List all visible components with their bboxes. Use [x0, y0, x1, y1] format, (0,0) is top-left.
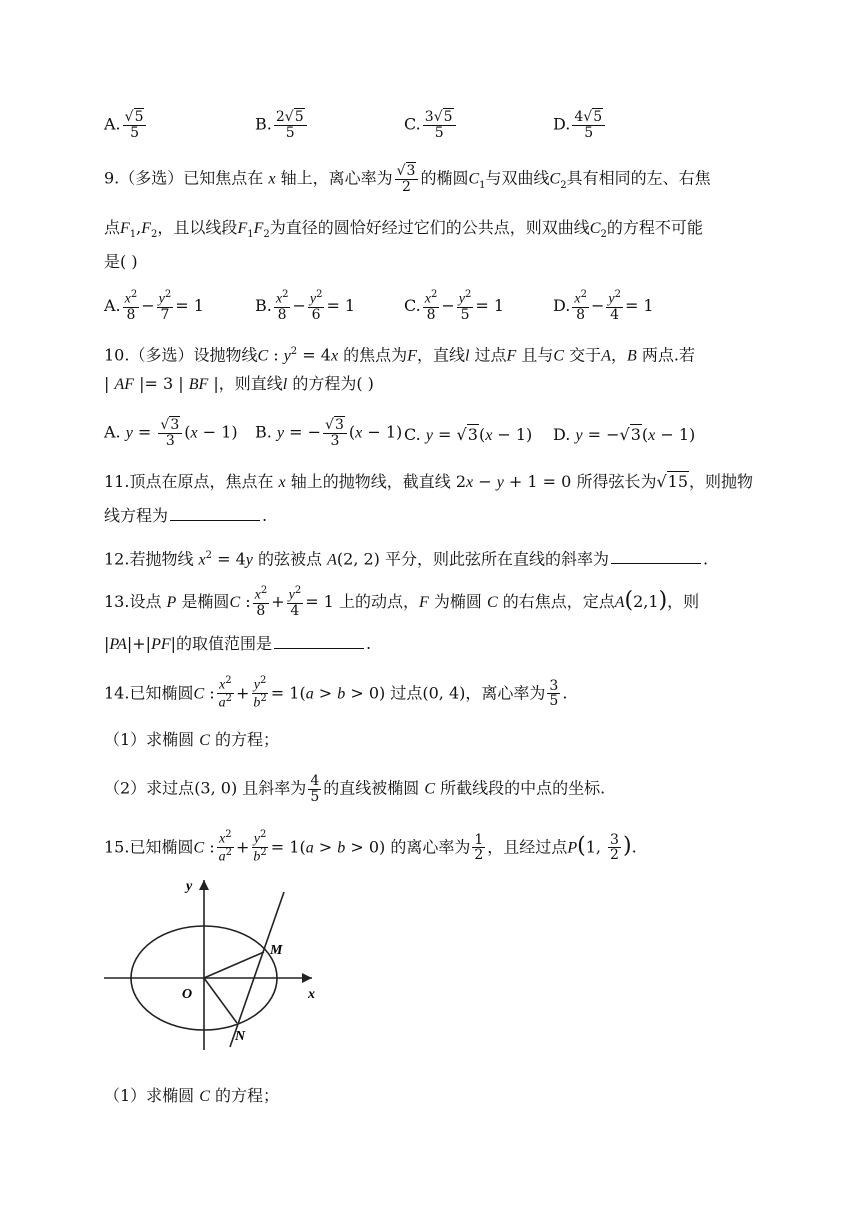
ellipse-figure: [100, 872, 330, 1052]
q10-option-a: A. y = $\frac{√3}{3}$ (x − 1): [104, 417, 238, 449]
q9-option-b: B. $\frac{x^2}{8}$ − $\frac{y^2}{6}$ = 1: [255, 289, 356, 324]
q11-line1: 11.顶点在原点，焦点在 x 轴上的抛物线，截直线 2x − y + 1 = 0 所得弦长为√15，则抛物: [104, 472, 754, 491]
q14-line1: 14.已知椭圆C : $\frac{x^2}{a^2}$ + $\frac{y^2}{b^2}$ = 1(a > b > 0) 过点(0, 4)，离心率为 $\frac{3}{5}$ .: [104, 675, 568, 711]
y-axis-arrow: [199, 880, 209, 890]
q9-option-c: C. $\frac{x^2}{8}$ − $\frac{y^2}{5}$ = 1: [404, 289, 505, 324]
q9-line1: 9.（多选）已知焦点在 x 轴上，离心率为 $\frac{√3}{2}$ 的椭圆$C_1$与双曲线$C_2$具有相同的左、右焦: [104, 163, 711, 195]
q8-option-d: D. $\frac{4√5}{5}$: [553, 110, 607, 140]
answer-blank[interactable]: [274, 634, 364, 649]
q10-option-b: B. y = − $\frac{√3}{3}$ (x − 1): [255, 417, 403, 449]
q10-line1: 10.（多选）设抛物线C : $y^2 = 4x$ 的焦点为F，直线l 过点F 且与C 交于A，B 两点.若: [104, 345, 695, 365]
q9-line2: 点$F_1,F_2$，且以线段$F_1F_2$为直径的圆恰好经过它们的公共点，则双曲线$C_2$的方程不可能: [104, 218, 703, 241]
q15-sub1: （1）求椭圆 C 的方程；: [104, 1086, 280, 1105]
q8-option-b: B. $\frac{2√5}{5}$: [255, 110, 309, 140]
q9-option-a: A. $\frac{x^2}{8}$ − $\frac{y^2}{7}$ = 1: [104, 289, 204, 324]
q11-line2: 线方程为 .: [104, 506, 268, 525]
q12-line: 12.若抛物线 $x^2 = 4y$ 的弦被点 A(2, 2) 平分，则此弦所在直线的斜率为 .: [104, 549, 709, 569]
origin-label: O: [182, 987, 193, 1002]
q15-line1: 15.已知椭圆C : $\frac{x^2}{a^2}$ + $\frac{y^2}{b^2}$ = 1(a > b > 0) 的离心率为 $\frac{1}{2}$ ，且经过点P(1, $\frac{3}{2}$ ).: [104, 829, 637, 865]
y-axis-label: y: [186, 879, 193, 894]
q9-option-d: D. $\frac{x^2}{8}$ − $\frac{y^2}{4}$ = 1: [553, 289, 654, 324]
q10-option-c: C. y = √3(x − 1): [404, 425, 533, 444]
q10-line2: | AF |= 3 | BF |，则直线l 的方程为( ): [104, 374, 374, 393]
q8-option-c: C. $\frac{3√5}{5}$: [404, 110, 458, 140]
q9-line3: 是( ): [104, 252, 138, 271]
point-n-label: N: [235, 1029, 246, 1044]
q10-option-d: D. y = −√3(x − 1): [553, 425, 696, 444]
x-axis-arrow: [302, 973, 312, 983]
q13-line1: 13.设点 P 是椭圆C : $\frac{x^2}{8}$ + $\frac{y^2}{4}$ = 1 上的动点，F 为椭圆 C 的右焦点，定点A(2,1)，则: [104, 585, 700, 620]
answer-blank[interactable]: [611, 549, 701, 564]
x-axis-label: x: [308, 987, 315, 1002]
q14-sub1: （1）求椭圆 C 的方程；: [104, 730, 280, 749]
q8-option-a: A. $\frac{√5}{5}$: [104, 110, 148, 140]
point-m-label: M: [270, 943, 283, 958]
q13-line2: |PA|+|PF|的取值范围是 .: [104, 634, 372, 653]
answer-blank[interactable]: [170, 506, 260, 521]
q14-sub2: （2）求过点(3, 0) 且斜率为 $\frac{4}{5}$ 的直线被椭圆 C 所截线段的中点的坐标.: [104, 773, 606, 805]
